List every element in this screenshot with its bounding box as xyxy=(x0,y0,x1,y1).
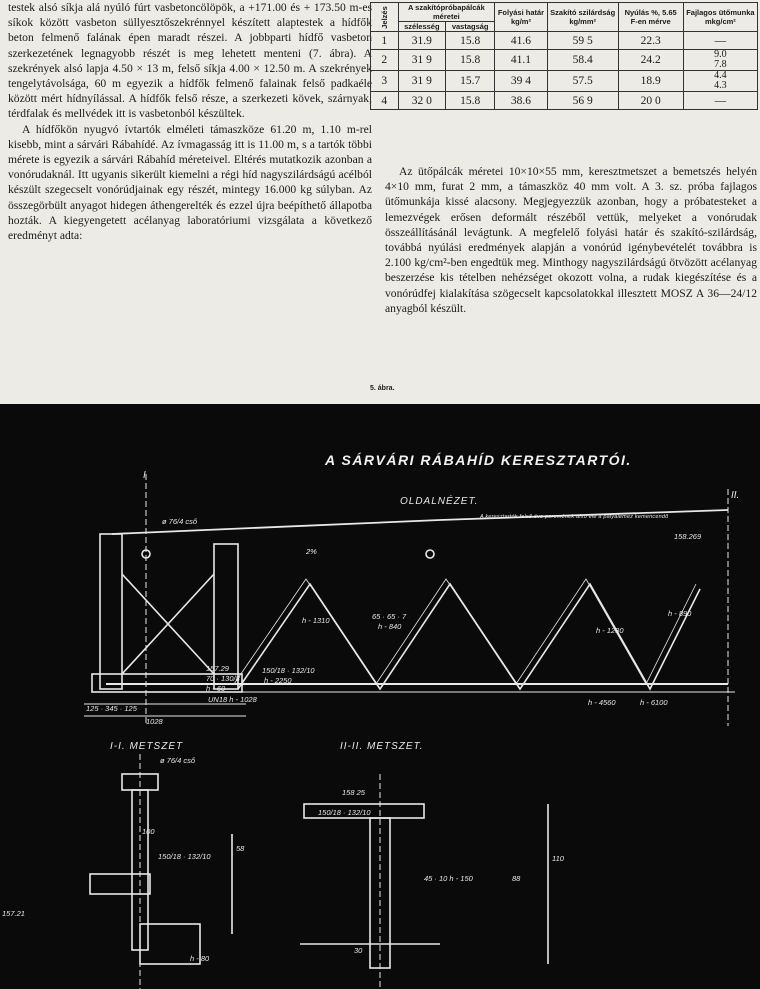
col-header-impact: Fajlagos ütőmunka mkg/cm² xyxy=(683,3,757,32)
drawing-linework xyxy=(0,404,760,989)
cell: — xyxy=(683,32,757,50)
cell: 1 xyxy=(371,32,399,50)
col-header-yield: Folyási határ kg/m² xyxy=(495,3,548,32)
col-header-tensile: Szakító szilárdság kg/mm² xyxy=(547,3,618,32)
cell: 56 9 xyxy=(547,92,618,110)
member-label: h - 1310 xyxy=(302,616,330,625)
level-label: 158.269 xyxy=(674,532,702,541)
cell: 24.2 xyxy=(618,50,683,71)
cell: 32 0 xyxy=(398,92,446,110)
cell: 41.1 xyxy=(495,50,548,71)
member-label: h - 6100 xyxy=(640,698,668,707)
member-label: 65 · 65 · 7 xyxy=(372,612,407,621)
cell: 9.0 7.8 xyxy=(683,50,757,71)
pipe-label: ø 76/4 cső xyxy=(160,756,196,765)
paragraph: Az ütőpálcák méretei 10×10×55 mm, keresztmetszet a bemetszés helyén 4×10 mm, furat 2 mm, a támaszköz 40 mm volt. A 3. sz. próba fajlagos ütőmunkája kissé alacsony. Megjegyezzük azonban, hogy a próbatesteket a lemezvégek erősen deformált részéből vettük, melyeket a vonórudak összeállításánál levágtunk. A megfelelő folyási határ és szakító-szilárdság, továbbá nyúlási eredmények alapján a vonórúd igénybevételét továbbra is 2.100 kg/cm²-ben engedtük meg. Minthogy nagyszilárdságú ötvözött acélanyag beszerzése kis tételben nehézséget okozott volna, a rudak kiegészítése és a vonórúdfej kialakítása szögecselt kapcsolatokkal illesztett MOSZ A 36—24/12 anyagból készült. xyxy=(385,165,757,315)
cell: 2 xyxy=(371,50,399,71)
member-label: h - 840 xyxy=(378,622,402,631)
table-row xyxy=(371,32,758,50)
col-header-group: A szakítópróbapálcák méretei xyxy=(398,3,495,22)
cell: 58.4 xyxy=(547,50,618,71)
member-label: 45 · 10 h - 150 xyxy=(424,874,473,883)
side-view-label: OLDALNÉZET. xyxy=(400,496,479,507)
pipe-label: ø 76/4 cső xyxy=(162,517,198,526)
member-label: UN18 h - 1028 xyxy=(208,695,257,704)
col-header-thickness: vastagság xyxy=(446,22,495,32)
figure-caption: 5. ábra. xyxy=(370,385,395,392)
dimension-label: 30 xyxy=(354,946,363,955)
engineering-drawing xyxy=(0,404,760,989)
right-text-column xyxy=(385,164,757,316)
cell: 15.8 xyxy=(446,32,495,50)
member-label: h - 1280 xyxy=(596,626,624,635)
dimension-label: 88 xyxy=(512,874,521,883)
section-i-title: I-I. METSZET xyxy=(110,741,184,752)
cell: 57.5 xyxy=(547,71,618,92)
table-row xyxy=(371,71,758,92)
cell: 15.8 xyxy=(446,92,495,110)
member-label: h - 890 xyxy=(668,609,692,618)
section-mark-i: I xyxy=(143,470,146,481)
level-label: 158 25 xyxy=(342,788,365,797)
member-label: h - 2250 xyxy=(264,676,292,685)
dimension-label: 125 · 345 · 125 xyxy=(86,704,137,713)
cell: 15.7 xyxy=(446,71,495,92)
table-row xyxy=(371,50,758,71)
cell: 59 5 xyxy=(547,32,618,50)
level-label: 157.29 xyxy=(206,664,229,673)
cell: 31 9 xyxy=(398,71,446,92)
member-label: 70 · 130/8 xyxy=(206,674,240,683)
cell: 22.3 xyxy=(618,32,683,50)
left-text-column xyxy=(8,0,372,243)
col-header-width: szélesség xyxy=(398,22,446,32)
cell: — xyxy=(683,92,757,110)
paragraph: testek alsó síkja alá nyúló fúrt vasbetoncölöpök, a +171.00 és + 173.50 m-es síkok között vasbeton süllyesztőszekrénnyel készített alaptestek a hídfők beton felmenő falának épen maradt részei. A jobbparti hídfő vasbeton szerkezetének legnagyobb részét is meg lehetett menteni (7. ábra). A szekrények alsó lapja 4.50 × 13 m, felső síkja 4.00 × 12.50 m. A szekrények tengelytávolsága, 60 m egyezik a hídfők felmenő falainak felső padkaéle között mért hídnyílással. A hídfők felső része, a szerkezeti kövek, szárnyak, térdfalak és mellvédek itt is vasbetonból készültek. xyxy=(8,1,372,121)
dimension-label: 100 xyxy=(142,827,155,836)
section-mark-ii: II. xyxy=(731,490,740,501)
cell: 38.6 xyxy=(495,92,548,110)
cell: 31 9 xyxy=(398,50,446,71)
section-ii-title: II-II. METSZET. xyxy=(340,741,424,752)
table-row xyxy=(371,92,758,110)
cell: 18.9 xyxy=(618,71,683,92)
cell: 15.8 xyxy=(446,50,495,71)
cell: 41.6 xyxy=(495,32,548,50)
paragraph: A hídfőkön nyugvó ívtartók elméleti támaszköze 61.20 m, 1.10 m-rel kisebb, mint a sárvári Rábahídé. Az ívmagasság itt is 11.00 m, s a tartók többi mérete is egyezik a sárvári Rábahíd méreteivel. Eltérés mutatkozik azonban a vonórudaknál. Itt ugyanis sikerült kiemelni a régi híd nagyszilárdságú acélból készült szegecselt vonórúdjainak egy részét, mintegy 16.000 kg súlyban. Az összegörbült anyagot hidegen áthengerelték és ezzel újra beépíthető állapotba hozták. A kiegyengetett acélanyag laboratóriumi vizsgálata a következő eredményt adta: xyxy=(8,122,372,243)
level-label: 157.21 xyxy=(2,909,25,918)
material-test-table xyxy=(370,2,758,110)
member-label: 150/18 · 132/10 xyxy=(158,852,211,861)
member-label: h - 80 xyxy=(190,954,210,963)
cell: 20 0 xyxy=(618,92,683,110)
member-label: 150/18 · 132/10 xyxy=(262,666,315,675)
drawing-note: A keresztartók felső öve peremének alsó éle a pályalemez kemencendő xyxy=(480,514,669,520)
cell: 3 xyxy=(371,71,399,92)
col-header-elongation: Nyúlás %, 5.65 F-en mérve xyxy=(618,3,683,32)
cell: 4 xyxy=(371,92,399,110)
drawing-title: A SÁRVÁRI RÁBAHÍD KERESZTARTÓI. xyxy=(325,452,632,468)
slope-label: 2% xyxy=(306,547,317,556)
cell: 39 4 xyxy=(495,71,548,92)
col-header-number: Jelzés xyxy=(371,3,399,32)
cell: 31.9 xyxy=(398,32,446,50)
dimension-label: 58 xyxy=(236,844,245,853)
member-label: h - 60 xyxy=(206,684,226,693)
member-label: h - 4560 xyxy=(588,698,616,707)
dimension-label: 110 xyxy=(552,854,564,863)
dimension-label: 1028 xyxy=(146,717,163,726)
cell: 4.4 4.3 xyxy=(683,71,757,92)
member-label: 150/18 · 132/10 xyxy=(318,808,371,817)
